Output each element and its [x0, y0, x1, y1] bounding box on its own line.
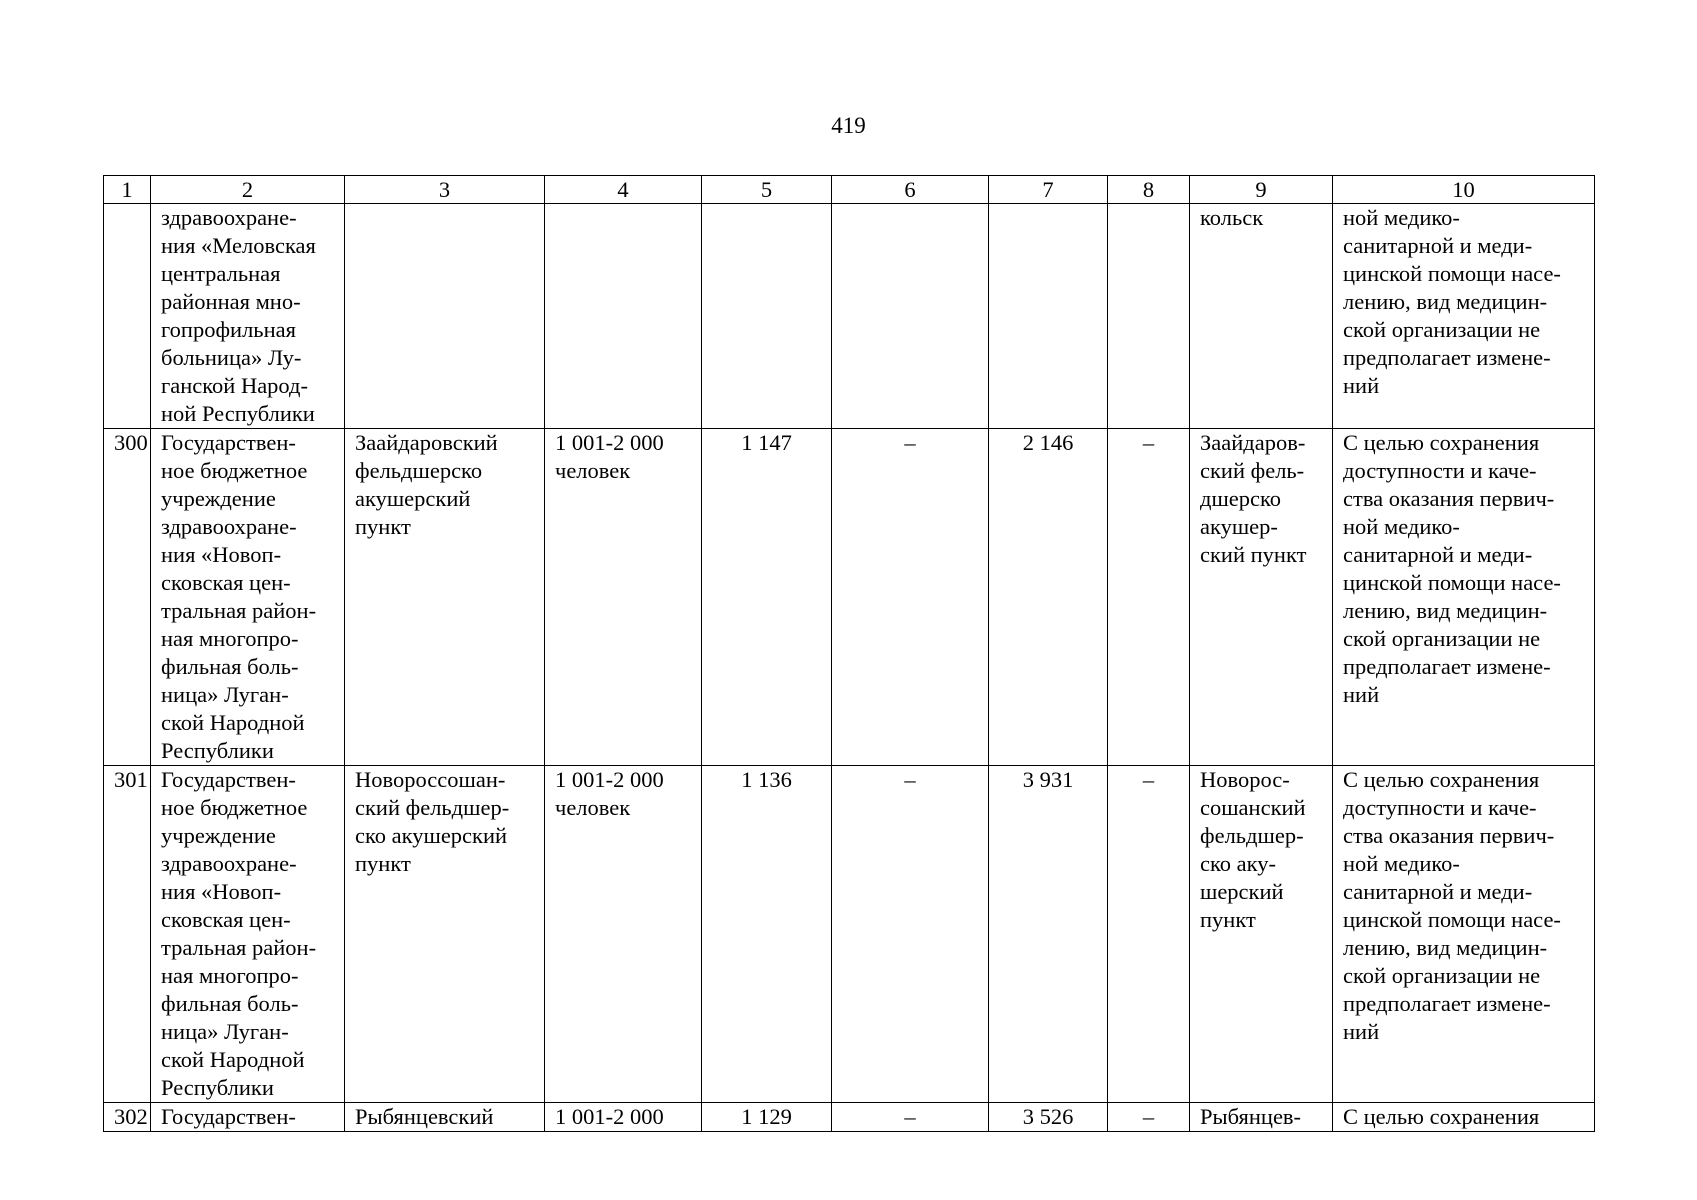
- value-cell-6: –: [832, 1103, 989, 1132]
- value-cell-6: [832, 204, 989, 429]
- institution-cell: Государствен- ное бюджетное учреждение здравоохране- ния «Новоп- сковская цен- тральная район- ная многопро- фильная боль- ница» Луган- ской Народной Республики: [151, 429, 345, 766]
- institution-cell: Государствен-: [151, 1103, 345, 1132]
- data-table: [103, 175, 1595, 1132]
- column-header: 6: [832, 176, 989, 204]
- facility-type-cell: Заайдаров- ский фель- дшерско акушер- ский пункт: [1190, 429, 1333, 766]
- facility-type-cell: Новорос- сошанский фельдшер- ско аку- шерский пункт: [1190, 766, 1333, 1103]
- value-cell-6: –: [832, 429, 989, 766]
- value-cell-5: 1 147: [702, 429, 832, 766]
- population-range-cell: 1 001-2 000: [545, 1103, 702, 1132]
- population-range-cell: [545, 204, 702, 429]
- value-cell-7: 2 146: [989, 429, 1108, 766]
- column-header: 5: [702, 176, 832, 204]
- column-header: 7: [989, 176, 1108, 204]
- table-row: [104, 1103, 1595, 1132]
- row-number-cell: [104, 204, 151, 429]
- value-cell-8: –: [1108, 1103, 1190, 1132]
- row-number-cell: 300: [104, 429, 151, 766]
- population-range-cell: 1 001-2 000 человек: [545, 766, 702, 1103]
- row-number-cell: 302: [104, 1103, 151, 1132]
- value-cell-8: [1108, 204, 1190, 429]
- value-cell-5: 1 129: [702, 1103, 832, 1132]
- table-row: [104, 204, 1595, 429]
- institution-cell: Государствен- ное бюджетное учреждение здравоохране- ния «Новоп- сковская цен- тральная район- ная многопро- фильная боль- ница» Луган- ской Народной Республики: [151, 766, 345, 1103]
- table-row: [104, 429, 1595, 766]
- facility-name-cell: [345, 204, 545, 429]
- value-cell-6: –: [832, 766, 989, 1103]
- value-cell-7: 3 526: [989, 1103, 1108, 1132]
- facility-name-cell: Заайдаровский фельдшерско акушерский пункт: [345, 429, 545, 766]
- column-header: 4: [545, 176, 702, 204]
- column-header: 9: [1190, 176, 1333, 204]
- justification-cell: С целью сохранения доступности и каче- ства оказания первич- ной медико- санитарной и меди- цинской помощи насе- лению, вид медицин- ской организации не предполагает измене- ний: [1333, 766, 1595, 1103]
- column-header: 1: [104, 176, 151, 204]
- column-header: 8: [1108, 176, 1190, 204]
- facility-type-cell: Рыбянцев-: [1190, 1103, 1333, 1132]
- facility-name-cell: Рыбянцевский: [345, 1103, 545, 1132]
- population-range-cell: 1 001-2 000 человек: [545, 429, 702, 766]
- value-cell-7: 3 931: [989, 766, 1108, 1103]
- value-cell-8: –: [1108, 429, 1190, 766]
- facility-type-cell: кольск: [1190, 204, 1333, 429]
- value-cell-7: [989, 204, 1108, 429]
- facility-name-cell: Новороссошан- ский фельдшер- ско акушерский пункт: [345, 766, 545, 1103]
- value-cell-5: 1 136: [702, 766, 832, 1103]
- justification-cell: ной медико- санитарной и меди- цинской помощи насе- лению, вид медицин- ской организации не предполагает измене- ний: [1333, 204, 1595, 429]
- table-row: [104, 766, 1595, 1103]
- row-number-cell: 301: [104, 766, 151, 1103]
- institution-cell: здравоохране- ния «Меловская центральная районная мно- гопрофильная больница» Лу- ганской Народ- ной Республики: [151, 204, 345, 429]
- page-number: 419: [831, 113, 866, 138]
- column-header: 10: [1333, 176, 1595, 204]
- justification-cell: С целью сохранения доступности и каче- ства оказания первич- ной медико- санитарной и меди- цинской помощи насе- лению, вид медицин- ской организации не предполагает измене- ний: [1333, 429, 1595, 766]
- value-cell-8: –: [1108, 766, 1190, 1103]
- column-header: 3: [345, 176, 545, 204]
- value-cell-5: [702, 204, 832, 429]
- column-header: 2: [151, 176, 345, 204]
- table-header-row: [104, 176, 1595, 204]
- justification-cell: С целью сохранения: [1333, 1103, 1595, 1132]
